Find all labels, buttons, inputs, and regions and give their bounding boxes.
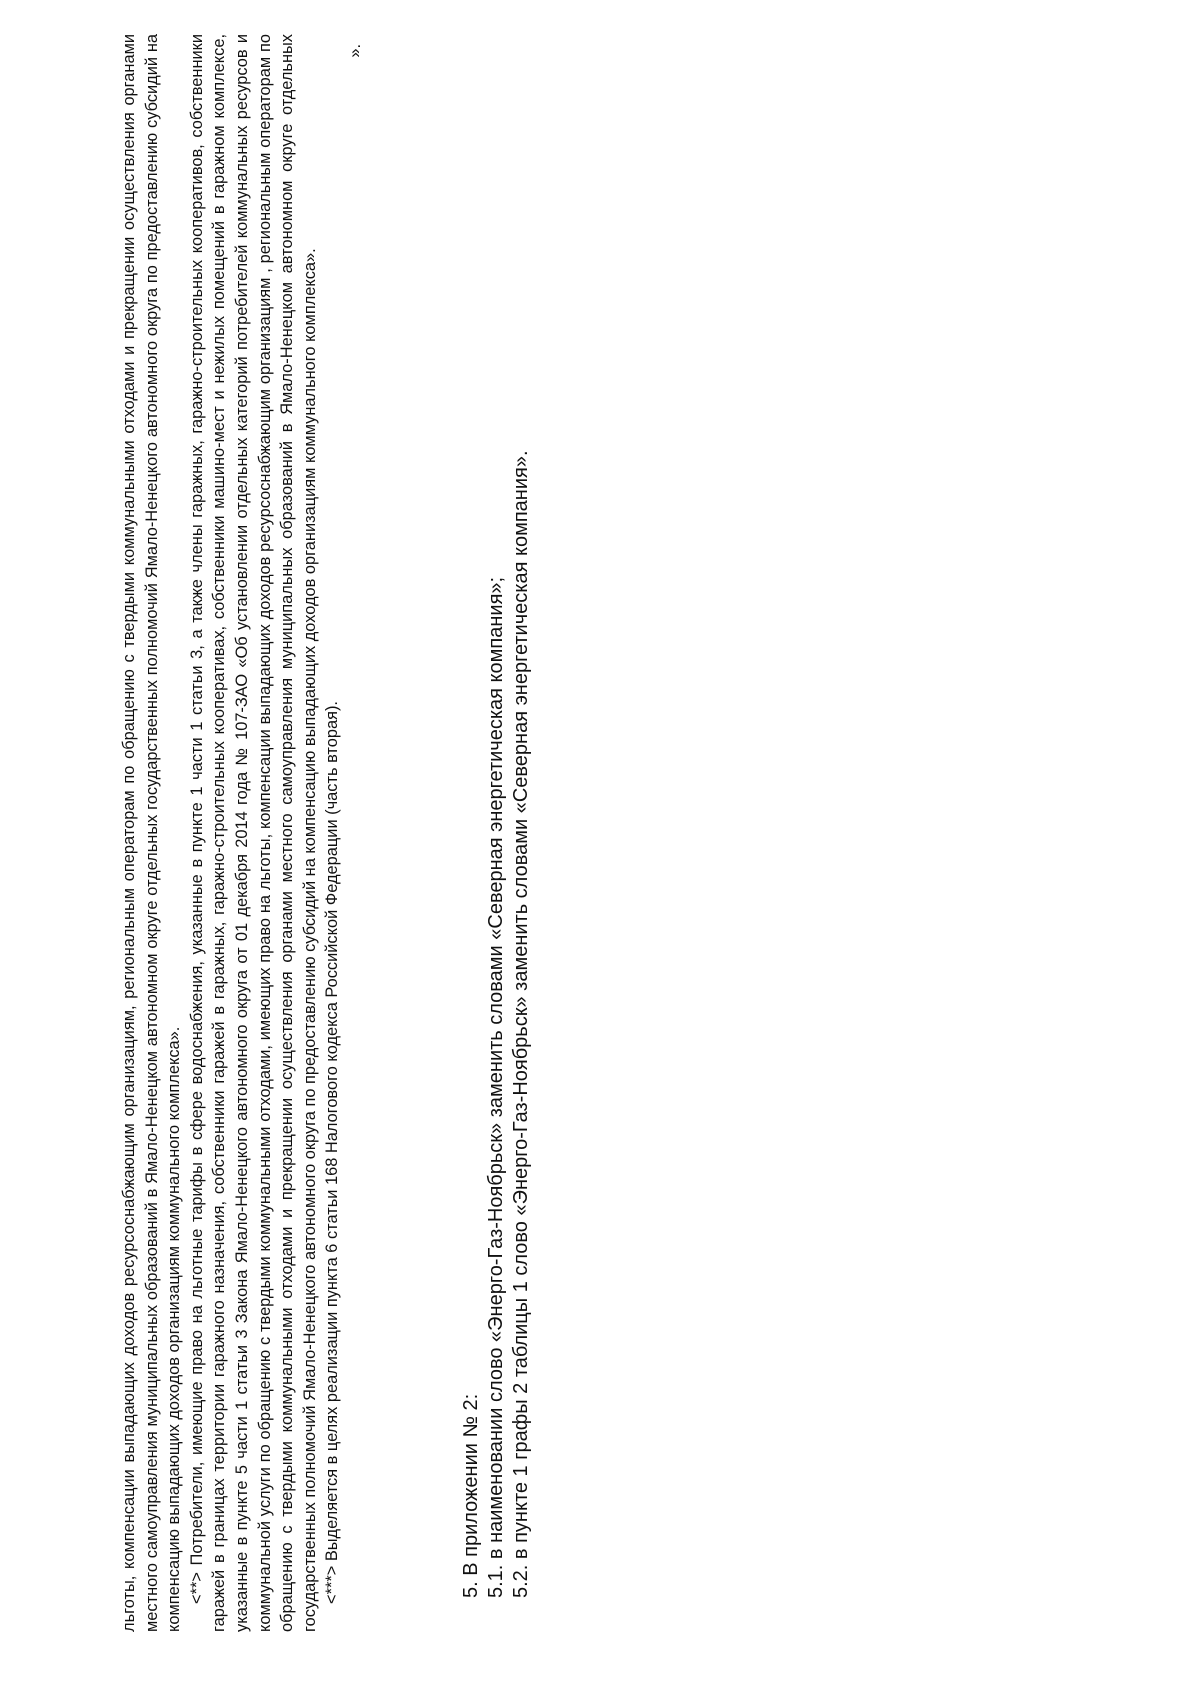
footnote-triple-asterisk: <***> Выделяется в целях реализации пункта 6 статьи 168 Налогового кодекса Российской Федерации (часть вторая).	[323, 701, 342, 1604]
footnotes-section	[118, 34, 367, 1632]
footnote-continuation: льготы, компенсации выпадающих доходов ресурсоснабжающим организациям, региональным операторам по обращению с твердыми коммунальными отходами и прекращении осуществления органами местного самоуправления муниципальных образований в Ямало-Ненецком автономном округе отдельных государственных полномочий Ямало-Ненецкого автономного округа по предоставлению субсидий на компенсацию выпадающих доходов организациям коммунального комплекса».	[120, 34, 184, 1632]
footnote-double-asterisk: <**> Потребители, имеющие право на льготные тарифы в сфере водоснабжения, указанные в пункте 1 части 1 статьи 3, а также члены гаражных, гаражно-строительных кооперативов, собственники гаражей в границах территории гаражного назначения, собственники гаражей в гаражных, гаражно-строительных кооперативах, собственники машино-мест и нежилых помещений в гаражном комплексе, указанные в пункте 5 части 1 статьи 3 Закона Ямало-Ненецкого автономного округа от 01 декабря 2014 года № 107-ЗАО «Об установлении отдельных категорий потребителей коммунальных ресурсов и коммунальной услуги по обращению с твердыми коммунальными отходами, имеющих право на льготы, компенсации выпадающих доходов ресурсоснабжающим организациям , региональным операторам по обращению с твердыми коммунальными отходами и прекращении осуществления органами местного самоуправления муниципальных образований в Ямало-Ненецком автономном округе отдельных государственных полномочий Ямало-Ненецкого автономного округа по предоставлению субсидий на компенсацию выпадающих доходов организациям коммунального комплекса».	[187, 34, 319, 1632]
amendment-heading: 5. В приложении № 2:	[459, 1393, 482, 1598]
amendment-item-5-1: 5.1. в наименовании слово «Энерго-Газ-Ноябрьск» заменить словами «Северная энергетическая компания»;	[484, 576, 507, 1598]
rotated-document-page	[118, 34, 1058, 1632]
closing-quote: ».	[345, 44, 364, 58]
amendments-section	[459, 34, 534, 1632]
amendment-item-5-2: 5.2. в пункте 1 графы 2 таблицы 1 слово «Энерго-Газ-Ноябрьск» заменить словами «Северная энергетическая компания».	[509, 450, 532, 1598]
closing-quote-line	[344, 34, 367, 1632]
